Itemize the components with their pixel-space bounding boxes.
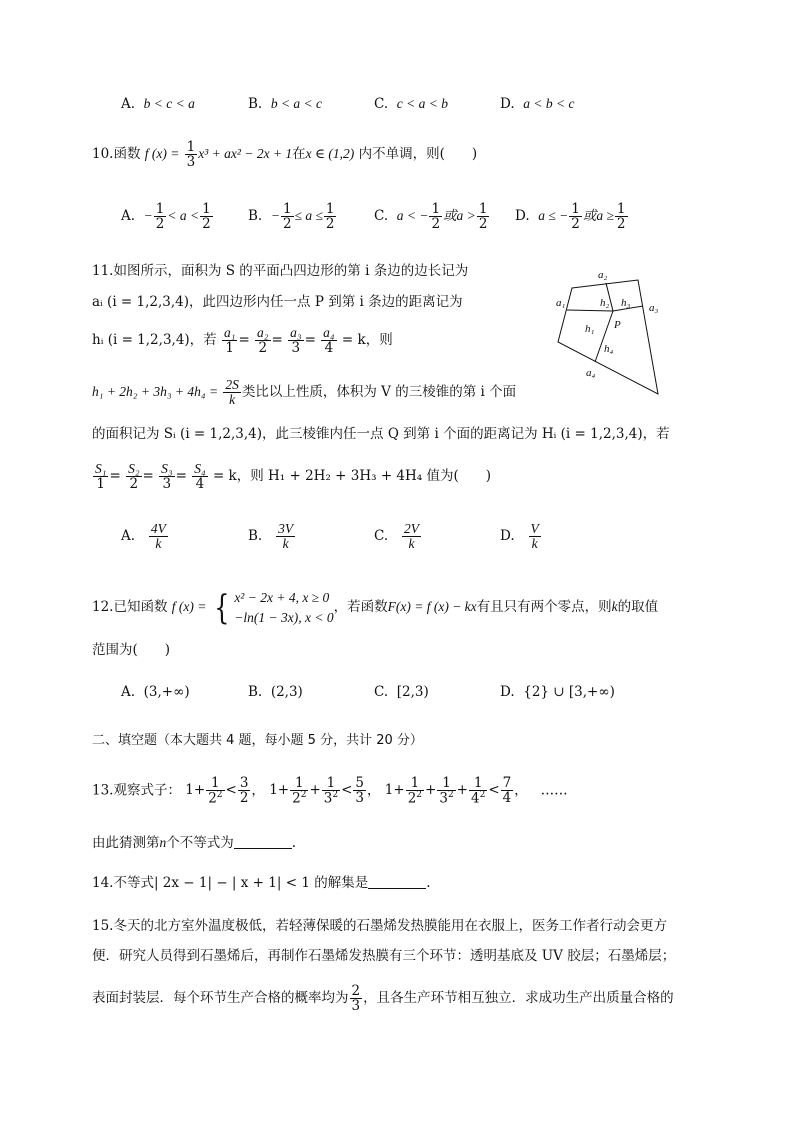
frac-den: k xyxy=(408,536,415,552)
frac-num: 4V xyxy=(150,521,166,536)
option-expr: a < b < c xyxy=(523,96,575,111)
q9-option-a xyxy=(121,96,195,112)
option-frac-2 xyxy=(477,202,490,231)
left-brace: { xyxy=(213,587,230,628)
q15-line3-post: ，且各生产环节相互独立．求成功生产出质量合格的 xyxy=(363,990,674,1007)
q11-line-1: 11.如图所示，面积为 S 的平面凸四边形的第 i 条边的边长记为 xyxy=(92,263,469,279)
option-mid: ≤ a ≤ xyxy=(294,208,323,224)
option-letter: A. xyxy=(121,96,136,112)
option-letter: A. xyxy=(121,528,136,545)
frac-den: k xyxy=(155,536,162,552)
frac-den: 2 xyxy=(202,216,211,233)
q10-fraction xyxy=(185,140,198,169)
ellipsis: …… xyxy=(540,782,568,799)
q14-text: 14.不等式| 2x − 1| − | x + 1| < 1 的解集是 xyxy=(92,875,369,891)
label-h3: h₃ xyxy=(621,297,631,309)
option-mid: 或a ≥ xyxy=(582,208,614,224)
q11-ratio-3 xyxy=(288,326,303,355)
option-letter: D. xyxy=(515,208,530,225)
frac-num: a₁ xyxy=(223,325,236,340)
q11-ratio-2 xyxy=(255,326,270,355)
frac: $\frac{7}{4}$ xyxy=(502,775,512,807)
frac-den: 1 xyxy=(96,476,106,493)
option-letter: B. xyxy=(248,684,263,700)
frac-den: 2 xyxy=(571,216,580,233)
frac-den: k xyxy=(531,536,538,552)
q12-k: k xyxy=(611,599,618,615)
frac-den: 3 xyxy=(162,476,172,493)
sep: ， xyxy=(251,782,265,799)
frac-num: 1 xyxy=(282,201,292,217)
frac-num: a₄ xyxy=(323,325,335,340)
option-pre: a ≤ − xyxy=(538,208,569,224)
label-a2: a₂ xyxy=(598,269,608,281)
q15-line-2: 便．研究人员得到石墨烯后，再制作石墨烯发热膜有三个环节：透明基底及 UV 胶层；石墨烯层； xyxy=(92,948,676,964)
q11-s-ratio-4 xyxy=(192,462,207,491)
sep: ， xyxy=(367,782,381,799)
frac-num: 1 xyxy=(478,201,488,217)
frac-den: 2 xyxy=(325,216,335,233)
q13-expr-2: 1+ $\frac{1}{2^2}$ + $\frac{1}{3^2}$ < $\frac{5}{3}$ xyxy=(269,775,364,807)
option-letter: A. xyxy=(121,684,136,700)
q11-option-d xyxy=(500,522,542,551)
frac-num: 3V xyxy=(278,521,294,536)
case-2: −ln(1 − 3x), x < 0 xyxy=(234,609,334,625)
frac: $\frac{1}{2^2}$ xyxy=(208,775,223,807)
frac: $\frac{3}{2}$ xyxy=(239,775,249,807)
frac-den: 2 xyxy=(155,216,165,233)
option-letter: D. xyxy=(500,528,515,545)
option-pre: − xyxy=(270,208,280,224)
q11-line-5: 的面积记为 Sᵢ (i = 1,2,3,4)，此三棱锥内任一点 Q 到第 i 个面的距离记为 Hᵢ (i = 1,2,3,4)，若 xyxy=(92,426,670,442)
frac: $\frac{1}{3^2}$ xyxy=(323,775,339,807)
q11-line4-frac xyxy=(223,378,241,407)
q11-line3-post: = k，则 xyxy=(341,332,393,349)
option-frac-2 xyxy=(200,202,213,231)
quadrilateral-figure xyxy=(548,266,673,398)
q12-F: F(x) = f (x) − kx xyxy=(387,599,477,615)
frac-den: 4 xyxy=(324,340,334,357)
frac-num: 2 xyxy=(351,983,361,999)
q10-domain: x ∈ (1,2) xyxy=(305,146,355,162)
q11-line-3: hᵢ (i = 1,2,3,4)，若 $\frac{\text{a₁}}{1}$ = $\frac{\text{a₂}}{2}$ = $\frac{\text{a₃}}{3}$ = $\frac{\text{a₄}}{4}$ = k，则 xyxy=(92,325,393,357)
q10-mid: 在 xyxy=(292,146,306,163)
option-frac xyxy=(149,522,168,551)
q11-line-6: $\frac{\text{S₁}}{1}$ = $\frac{\text{S₂}}{2}$ = $\frac{\text{S₃}}{3}$ = $\frac{\text{S₄}}{4}$ = k，则 H₁ + 2H₂ + 3H₃ + 4H₄ 值为( ) xyxy=(95,461,492,493)
question-number: 12. xyxy=(92,599,114,616)
label-a1: a₁ xyxy=(556,297,566,309)
q12-func: f (x) = xyxy=(171,599,207,615)
label-h2: h₂ xyxy=(600,297,610,309)
option-letter: D. xyxy=(500,684,515,700)
case-1: x² − 2x + 4, x ≥ 0 xyxy=(234,590,330,605)
option-letter: B. xyxy=(248,208,263,225)
frac-num: a₃ xyxy=(290,325,302,340)
q11-option-a xyxy=(121,522,169,551)
frac-num: 1 xyxy=(325,201,335,217)
frac-den: 2 xyxy=(129,476,139,493)
option-letter: C. xyxy=(374,96,389,112)
label-h1: h₁ xyxy=(585,323,595,335)
frac-num: S₄ xyxy=(194,461,206,476)
sep: ， xyxy=(514,782,528,799)
q12-suffix: 有且只有两个零点，则 xyxy=(476,599,612,616)
q12-line-2: 范围为( ) xyxy=(92,642,171,658)
q11-s-ratio-2 xyxy=(126,462,141,491)
end-dot: . xyxy=(426,875,431,891)
frac: $\frac{1}{2^2}$ xyxy=(292,775,307,807)
q11-line6-post: = k，则 H₁ + 2H₂ + 3H₃ + 4H₄ 值为( ) xyxy=(212,468,492,485)
option-expr: (2,3) xyxy=(270,684,303,700)
option-letter: A. xyxy=(121,208,136,225)
frac-num: a₂ xyxy=(257,325,269,340)
frac-den: 4 xyxy=(195,476,205,493)
frac-num: 1 xyxy=(155,201,165,217)
frac-den: 3 xyxy=(186,154,196,171)
option-expr: b < c < a xyxy=(143,96,195,111)
frac-den: 2 xyxy=(431,216,441,233)
frac-den: 2 xyxy=(258,340,268,357)
option-frac xyxy=(276,522,295,551)
question-number: 10. xyxy=(92,146,114,163)
q10-option-d xyxy=(515,202,629,231)
frac-num: S₁ xyxy=(95,461,107,476)
q11-line4-post: 类比以上性质，体积为 V 的三棱锥的第 i 个面 xyxy=(241,384,517,401)
q11-s-ratio-1 xyxy=(93,462,108,491)
option-letter: C. xyxy=(374,684,389,700)
frac-num: 1 xyxy=(186,139,196,155)
label-a3: a₃ xyxy=(649,302,659,314)
q10-prefix: 函数 xyxy=(113,146,141,163)
q10-body: x³ + ax² − 2x + 1 xyxy=(198,146,293,162)
q11-s-ratio-3 xyxy=(159,462,174,491)
q11-line3-pre: hᵢ (i = 1,2,3,4)，若 xyxy=(92,332,217,349)
q13-expr-3: 1+ $\frac{1}{2^2}$ + $\frac{1}{3^2}$ + $\frac{1}{4^2}$ < $\frac{7}{4}$ xyxy=(384,775,512,807)
option-frac-1 xyxy=(154,202,167,231)
q13-line-2 xyxy=(92,834,296,851)
frac-num: S₂ xyxy=(128,461,140,476)
q12-prefix: 已知函数 xyxy=(113,599,168,616)
q12-cases xyxy=(234,588,333,627)
option-frac-2 xyxy=(324,202,337,231)
frac-num: 1 xyxy=(431,201,441,217)
q15-line3-pre: 表面封装层．每个环节生产合格的概率均为 xyxy=(92,990,349,1007)
option-pre: − xyxy=(143,208,153,224)
option-pre: a < − xyxy=(396,208,429,224)
option-frac xyxy=(529,522,541,551)
q15-line-3 xyxy=(92,984,674,1013)
q13-line2-pre: 由此猜测第 xyxy=(92,835,160,851)
q12-suffix2: 的取值 xyxy=(617,599,659,616)
q10-option-c xyxy=(374,202,490,231)
label-p: P xyxy=(614,319,621,331)
option-letter: C. xyxy=(374,528,389,545)
q10-suffix: 内不单调，则( ) xyxy=(358,146,478,163)
frac-num: 2S xyxy=(225,377,239,392)
label-a4: a₄ xyxy=(586,367,596,379)
frac-den: k xyxy=(282,536,289,552)
q9-option-b xyxy=(248,96,322,112)
frac: $\frac{5}{3}$ xyxy=(355,775,364,807)
answer-blank[interactable] xyxy=(368,874,426,889)
option-letter: C. xyxy=(374,208,389,225)
q14-line xyxy=(92,874,431,891)
q11-line-2: aᵢ (i = 1,2,3,4)，此四边形内任一点 P 到第 i 条边的距离记为 xyxy=(92,294,463,310)
q11-option-b xyxy=(248,522,296,551)
q10-option-b xyxy=(248,202,337,231)
option-expr: b < a < c xyxy=(270,96,323,111)
option-letter: B. xyxy=(248,96,263,112)
option-frac-2 xyxy=(615,202,628,231)
frac-num: 2V xyxy=(404,521,420,536)
q11-option-c xyxy=(374,522,422,551)
option-expr: [2,3) xyxy=(396,684,429,700)
option-expr: {2} ∪ [3,+∞) xyxy=(523,684,615,700)
q10-option-a xyxy=(121,202,214,231)
q10-func: f (x) = xyxy=(144,146,180,162)
option-mid: 或a > xyxy=(443,208,476,224)
q15-line-1: 15.冬天的北方室外温度极低，若轻薄保暖的石墨烯发热膜能用在衣服上，医务工作者行动会更方 xyxy=(92,918,667,934)
q12-option-b xyxy=(248,684,303,700)
q13-expr-1: 1+ $\frac{1}{2^2}$ < $\frac{3}{2}$ xyxy=(185,775,249,807)
frac-den: 3 xyxy=(291,340,301,357)
q11-ratio-4 xyxy=(321,326,336,355)
frac: $\frac{1}{4^2}$ xyxy=(470,775,486,807)
q9-option-c xyxy=(374,96,448,112)
q10-stem xyxy=(92,140,477,169)
q15-fraction xyxy=(350,984,363,1013)
option-letter: D. xyxy=(500,96,515,112)
segment-h1 xyxy=(567,310,613,311)
end-dot: . xyxy=(291,835,297,851)
q12-option-c xyxy=(374,684,429,700)
option-frac xyxy=(402,522,421,551)
frac-num: 1 xyxy=(202,201,211,217)
answer-blank[interactable] xyxy=(234,834,292,849)
option-frac-1 xyxy=(429,202,442,231)
q12-mid: ，若函数 xyxy=(333,599,388,616)
frac-den: 2 xyxy=(478,216,488,233)
q12-option-d xyxy=(500,684,615,700)
q13-line2-post: 个不等式为 xyxy=(166,835,234,851)
label-h4: h₄ xyxy=(604,343,614,355)
q11-ratio-1 xyxy=(222,326,237,355)
q12-stem xyxy=(92,588,658,627)
q13-line-1 xyxy=(92,776,568,806)
frac-num: V xyxy=(530,521,539,536)
option-expr: (3,+∞) xyxy=(143,684,190,700)
option-letter: B. xyxy=(248,528,263,545)
q13-prefix: 13.观察式子： xyxy=(92,782,181,799)
frac: $\frac{1}{3^2}$ xyxy=(439,775,454,807)
q12-option-a xyxy=(121,684,190,700)
frac-den: 2 xyxy=(282,216,292,233)
frac-num: 1 xyxy=(616,201,626,217)
frac-den: 3 xyxy=(351,998,361,1015)
q11-line-4 xyxy=(92,378,516,407)
option-frac-1 xyxy=(281,202,294,231)
frac-num: S₃ xyxy=(161,461,173,476)
q11-line4-pre: h₁ + 2h₂ + 3h₃ + 4h₄ = xyxy=(92,384,219,400)
frac: $\frac{1}{2^2}$ xyxy=(407,775,423,807)
q13-n: n xyxy=(159,835,167,850)
frac-num: 1 xyxy=(571,201,580,217)
option-mid: < a < xyxy=(167,208,200,224)
frac-den: k xyxy=(229,392,236,408)
q9-option-d xyxy=(500,96,574,112)
frac-den: 1 xyxy=(225,340,234,357)
option-frac-1 xyxy=(569,202,582,231)
section-2-title: 二、填空题（本大题共 4 题，每小题 5 分，共计 20 分） xyxy=(92,733,423,748)
frac-den: 2 xyxy=(616,216,626,233)
option-expr: c < a < b xyxy=(396,96,448,111)
